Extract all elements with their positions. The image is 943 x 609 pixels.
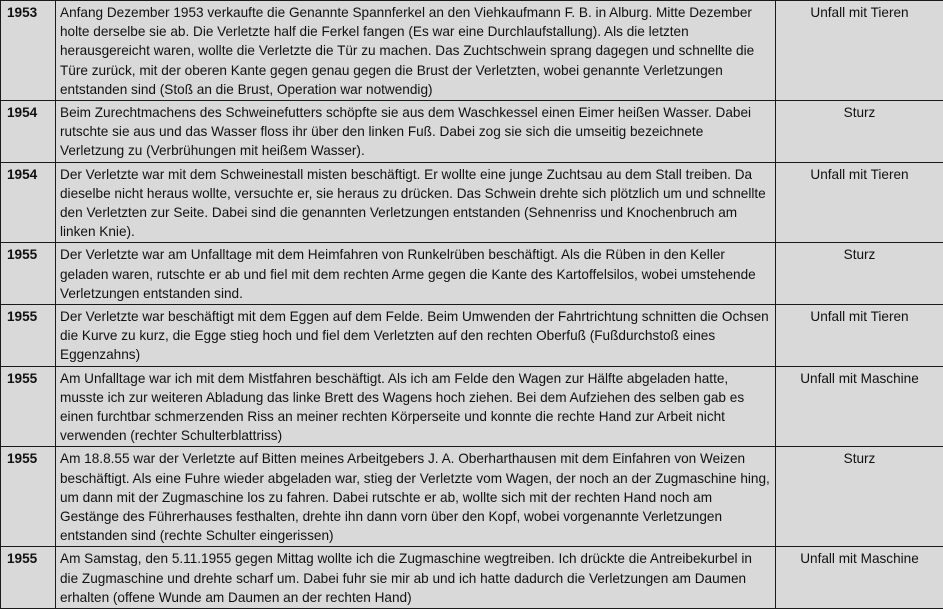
year-cell: 1955 bbox=[1, 547, 56, 609]
table-row bbox=[1, 366, 943, 447]
year-cell: 1955 bbox=[1, 447, 56, 547]
year-cell: 1953 bbox=[1, 1, 56, 101]
category-cell: Unfall mit Maschine bbox=[776, 366, 943, 447]
year-cell: 1955 bbox=[1, 243, 56, 305]
table-row bbox=[1, 305, 943, 367]
category-cell: Sturz bbox=[776, 447, 943, 547]
category-cell: Unfall mit Maschine bbox=[776, 547, 943, 609]
description-cell: Anfang Dezember 1953 verkaufte die Genannte Spannferkel an den Viehkaufmann F. B. in Alburg. Mitte Dezember holte derselbe sie ab. Die Verletzte half die Ferkel fangen (Es war eine Durchlaufstallung). Als die letzten herausgereicht waren, wollte die Verletzte die Tür zu machen. Das Zuchtschwein sprang dagegen und schnellte die Türe zurück, mit der oberen Kante gegen genau gegen die Brust der Verletzten, wobei genannte Verletzungen entstanden sind (Stoß an die Brust, Operation war notwendig) bbox=[56, 1, 776, 101]
category-cell: Sturz bbox=[776, 101, 943, 163]
year-cell: 1955 bbox=[1, 305, 56, 367]
table-row bbox=[1, 101, 943, 163]
category-cell: Unfall mit Tieren bbox=[776, 1, 943, 101]
table-row bbox=[1, 162, 943, 243]
table-row bbox=[1, 243, 943, 305]
description-cell: Der Verletzte war mit dem Schweinestall misten beschäftigt. Er wollte eine junge Zuchtsau au dem Stall treiben. Da dieselbe nicht heraus wollte, versuchte er, sie heraus zu drücken. Das Schwein drehte sich plötzlich um und schnellte den Verletzten zur Seite. Dabei sind die genannten Verletzungen entstanden (Sehnenriss und Knochenbruch am linken Knie). bbox=[56, 162, 776, 243]
category-cell: Unfall mit Tieren bbox=[776, 305, 943, 367]
category-cell: Unfall mit Tieren bbox=[776, 162, 943, 243]
year-cell: 1954 bbox=[1, 162, 56, 243]
description-cell: Am Unfalltage war ich mit dem Mistfahren beschäftigt. Als ich am Felde den Wagen zur Hälfte abgeladen hatte, musste ich zur weiteren Abladung das linke Brett des Wagens hoch ziehen. Bei dem Aufziehen des selben gab es einen furchtbar schmerzenden Riss an meiner rechten Körperseite und konnte die rechte Hand zur Arbeit nicht verwenden (rechter Schulterblattriss) bbox=[56, 366, 776, 447]
year-cell: 1955 bbox=[1, 366, 56, 447]
table-row bbox=[1, 547, 943, 609]
description-cell: Der Verletzte war am Unfalltage mit dem Heimfahren von Runkelrüben beschäftigt. Als die Rüben in den Keller geladen waren, rutschte er ab und fiel mit dem rechten Arme gegen die Kante des Kartoffelsilos, wobei umstehende Verletzungen entstanden sind. bbox=[56, 243, 776, 305]
category-cell: Sturz bbox=[776, 243, 943, 305]
description-cell: Beim Zurechtmachens des Schweinefutters schöpfte sie aus dem Waschkessel einen Eimer heißen Wasser. Dabei rutschte sie aus und das Wasser floss ihr über den linken Fuß. Dabei zog sie sich die umseitig bezeichnete Verletzung zu (Verbrühungen mit heißem Wasser). bbox=[56, 101, 776, 163]
description-cell: Am 18.8.55 war der Verletzte auf Bitten meines Arbeitgebers J. A. Oberharthausen mit dem Einfahren von Weizen beschäftigt. Als eine Fuhre wieder abgeladen war, stieg der Verletzte vom Wagen, der noch an der Zugmaschine hing, um dann mit der Zugmaschine los zu fahren. Dabei rutschte er ab, wollte sich mit der rechten Hand noch am Gestänge des Führerhauses festhalten, drehte ihn dann vorn über den Kopf, wobei vorgenannte Verletzungen entstanden sind (rechte Schulter eingerissen) bbox=[56, 447, 776, 547]
description-cell: Am Samstag, den 5.11.1955 gegen Mittag wollte ich die Zugmaschine wegtreiben. Ich drückte die Antreibekurbel in die Zugmaschine und drehte scharf um. Dabei fuhr sie mir ab und ich hatte dadurch die Verletzungen am Daumen erhalten (offene Wunde am Daumen an der rechten Hand) bbox=[56, 547, 776, 609]
description-cell: Der Verletzte war beschäftigt mit dem Eggen auf dem Felde. Beim Umwenden der Fahrtrichtung schnitten die Ochsen die Kurve zu kurz, die Egge stieg hoch und fiel dem Verletzten auf den rechten Oberfuß (Fußdurchstoß eines Eggenzahns) bbox=[56, 305, 776, 367]
table-row bbox=[1, 1, 943, 101]
year-cell: 1954 bbox=[1, 101, 56, 163]
table-row bbox=[1, 447, 943, 547]
